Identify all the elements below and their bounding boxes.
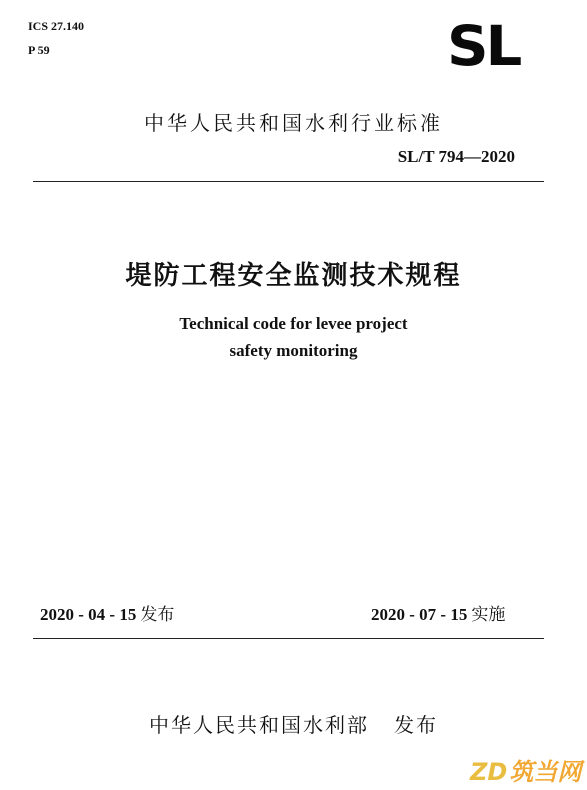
implementation-date-value: 2020 - 07 - 15 [371,605,468,624]
standard-number: SL/T 794—2020 [397,147,515,166]
implementation-date [371,603,505,627]
document-title-zh: 堤防工程安全监测技术规程 [125,261,462,291]
site-watermark [470,758,581,786]
publisher-line: 中华人民共和国水利部 发布 [148,713,439,737]
issue-date [40,603,174,627]
top-divider [33,181,544,182]
ics-code: ICS 27.140 [28,19,85,33]
issue-date-label: 发布 [140,605,175,625]
watermark-logo-icon: ZD [470,758,508,786]
ccs-code: P 59 [28,43,50,57]
sl-logo: SL [447,14,520,78]
issuer-heading: 中华人民共和国水利行业标准 [144,111,443,135]
document-title-en-line1: Technical code for levee project [179,314,408,333]
watermark-text: 筑当网 [509,758,582,786]
implementation-date-label: 实施 [471,605,506,625]
issue-date-value: 2020 - 04 - 15 [40,605,137,624]
document-title-en-line2: safety monitoring [229,341,358,360]
bottom-divider [33,638,544,639]
